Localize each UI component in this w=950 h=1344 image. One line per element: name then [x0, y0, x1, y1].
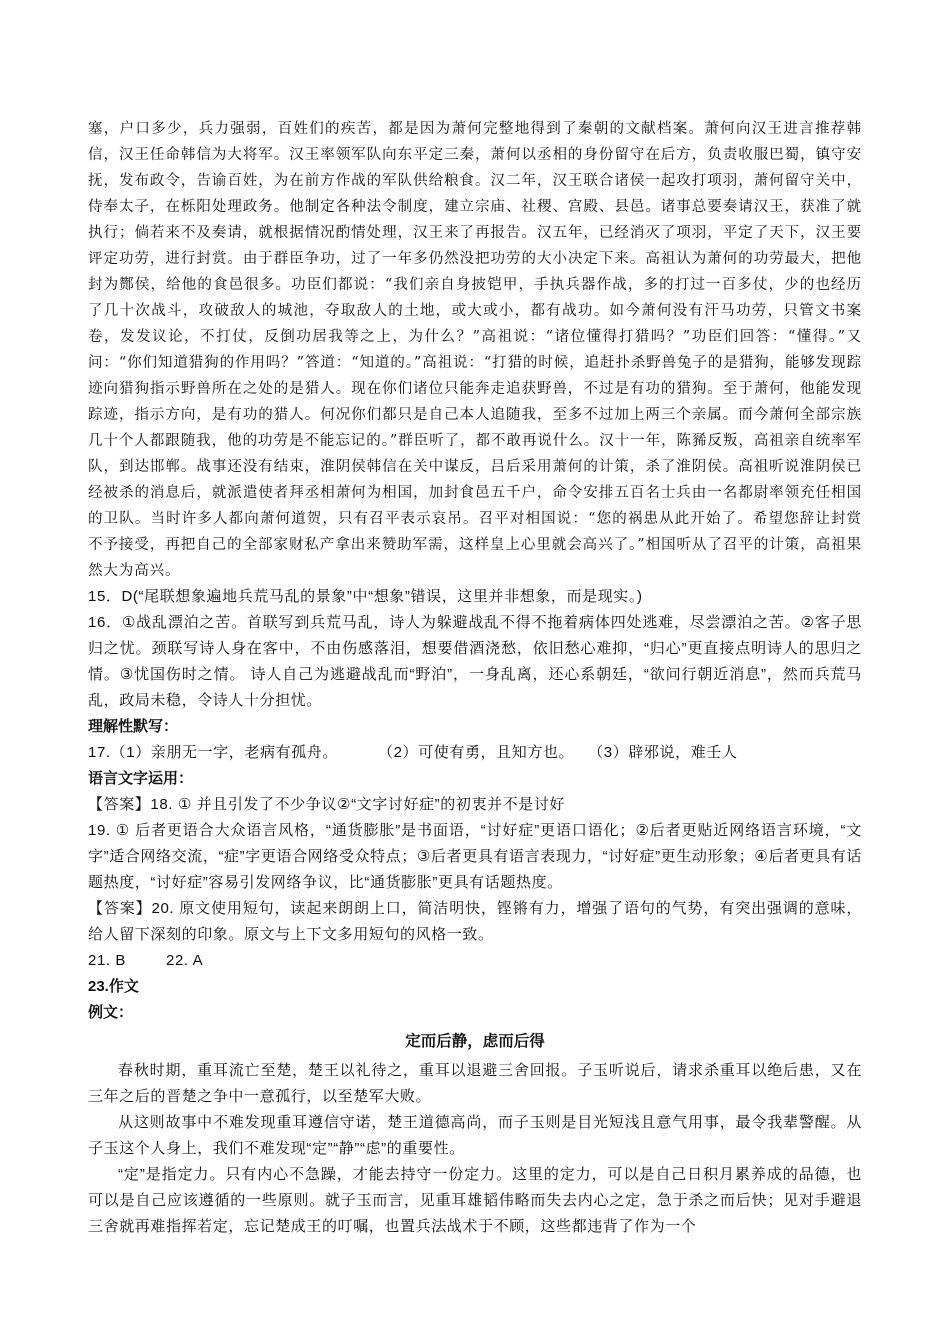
answer-19: 19. ① 后者更语合大众语言风格，“通货膨胀”是书面语，“讨好症”更语口语化；②后者更贴近网络语言环境，“文字”适合网络交流，“症”字更语合网络受众特点；③后者更具有语言表现力，“讨好症”更生动形象；④后者更具有话题热度，“讨好症”容易引发网络争议，比“通货膨胀”更具有话题热度。	[88, 822, 862, 891]
composition-heading: 23.作文	[88, 978, 139, 995]
answer-18: 【答案】18. ① 并且引发了不少争议②“文字讨好症”的初衷并不是讨好	[88, 796, 566, 813]
document-page	[88, 116, 862, 1240]
answer-16: 16．①战乱漂泊之苦。首联写到兵荒马乱，诗人为躲避战乱不得不拖着病体四处逃难，尽尝漂泊之苦。②客子思归之忧。颈联写诗人身在客中，不由伤感落泪，想要借酒浇愁，依旧愁心难抑，“归心”更直接点明诗人的思归之情。③忧国伤时之情。 诗人自己为逃避战乱而“野泊”，一身乱离，还心系朝廷，“欲问行朝近消息”，然而兵荒马乱，政局未稳，令诗人十分担忧。	[88, 614, 862, 709]
answer-21-22	[88, 948, 862, 974]
answer-21: 21. B	[88, 952, 127, 969]
answer-15: 15．D(“尾联想象遍地兵荒马乱的景象”中“想象”错误，这里并非想象，而是现实。)	[88, 588, 643, 605]
answer-17-part-3: （3）辟邪说，难壬人	[588, 744, 738, 761]
section-heading-language: 语言文字运用：	[88, 770, 194, 787]
translation-paragraph: 塞，户口多少，兵力强弱，百姓们的疾苦，都是因为萧何完整地得到了秦朝的文献档案。萧何向汉王进言推荐韩信，汉王任命韩信为大将军。汉王率领军队向东平定三秦，萧何以丞相的身份留守在后方，负责收服巴蜀，镇守安抚，发布政令，告谕百姓，为在前方作战的军队供给粮食。汉二年，汉王联合诸侯一起攻打项羽，萧何留守关中，侍奉太子，在栎阳处理政务。他制定各种法令制度，建立宗庙、社稷、宫殿、县邑。诸事总要奏请汉王，获准了就执行；倘若来不及奏请，就根据情况酌情处理，汉王来了再报告。汉五年，已经消灭了项羽，平定了天下，汉王要评定功劳，进行封赏。由于群臣争功，过了一年多仍然没把功劳的大小决定下来。高祖认为萧何的功劳最大，把他封为酂侯，给他的食邑很多。功臣们都说：“我们亲自身披铠甲，手执兵器作战，多的打过一百多仗，少的也经历了几十次战斗，攻破敌人的城池，夺取敌人的土地，或大或小，都有战功。如今萧何没有汗马功劳，只管文书案卷，发发议论，不打仗，反倒功居我等之上，为什么？”高祖说：“诸位懂得打猎吗？”功臣们回答：“懂得。”又问：“你们知道猎狗的作用吗？”答道：“知道的。”高祖说：“打猎的时候，追赶扑杀野兽兔子的是猎狗，能够发现踪迹向猎狗指示野兽所在之处的是猎人。现在你们诸位只能奔走追获野兽，不过是有功的猎狗。至于萧何，他能发现踪迹，指示方向，是有功的猎人。何况你们都只是自己本人追随我，至多不过加上两三个亲属。而今萧何全部宗族几十个人都跟随我，他的功劳是不能忘记的。”群臣听了，都不敢再说什么。汉十一年，陈豨反叛，高祖亲自统率军队，到达邯郸。战事还没有结束，淮阴侯韩信在关中谋反，吕后采用萧何的计策，杀了淮阴侯。高祖听说淮阴侯已经被杀的消息后，就派遣使者拜丞相萧何为相国，加封食邑五千户，命令安排五百名士兵由一名都尉率领充任相国的卫队。当时许多人都向萧何道贺，只有召平表示哀吊。召平对相国说：“您的祸患从此开始了。希望您辞让封赏不予接受，再把自己的全部家财私产拿出来赞助军需，这样皇上心里就会高兴了。”相国听从了召平的计策，高祖果然大为高兴。	[88, 121, 862, 579]
essay-paragraph-2: 从这则故事中不难发现重耳遵信守诺，楚王道德高尚，而子玉则是目光短浅且意气用事，最令我辈警醒。从子玉这个人身上，我们不难发现“定”“静”“虑”的重要性。	[88, 1114, 862, 1157]
answer-17	[88, 740, 862, 766]
answer-17-part-1: 17.（1）亲朋无一字，老病有孤舟。	[88, 744, 338, 761]
example-label: 例文：	[88, 1004, 134, 1021]
answer-17-part-2: （2）可使有勇，且知方也。	[378, 744, 575, 761]
section-heading-dictation: 理解性默写：	[88, 718, 179, 735]
essay-paragraph-1: 春秋时期，重耳流亡至楚，楚王以礼待之，重耳以退避三舍回报。子玉听说后，请求杀重耳以绝后患，又在三年之后的晋楚之争中一意孤行，以至楚军大败。	[88, 1062, 862, 1105]
essay-paragraph-3: “定”是指定力。只有内心不急躁，才能去持守一份定力。这里的定力，可以是自己日积月累养成的品德，也可以是自己应该遵循的一些原则。就子玉而言，见重耳雄韬伟略而失去内心之定，急于杀之而后快；见对手避退三舍就再难指挥若定，忘记楚成王的叮嘱，也置兵法战术于不顾，这些都违背了作为一个	[88, 1166, 862, 1235]
answer-22: 22. A	[166, 952, 204, 969]
answer-20: 【答案】20. 原文使用短句，读起来朗朗上口，简洁明快，铿锵有力，增强了语句的气势，有突出强调的意味，给人留下深刻的印象。原文与上下文多用短句的风格一致。	[88, 900, 862, 943]
essay-title: 定而后静，虑而后得	[405, 1033, 545, 1050]
